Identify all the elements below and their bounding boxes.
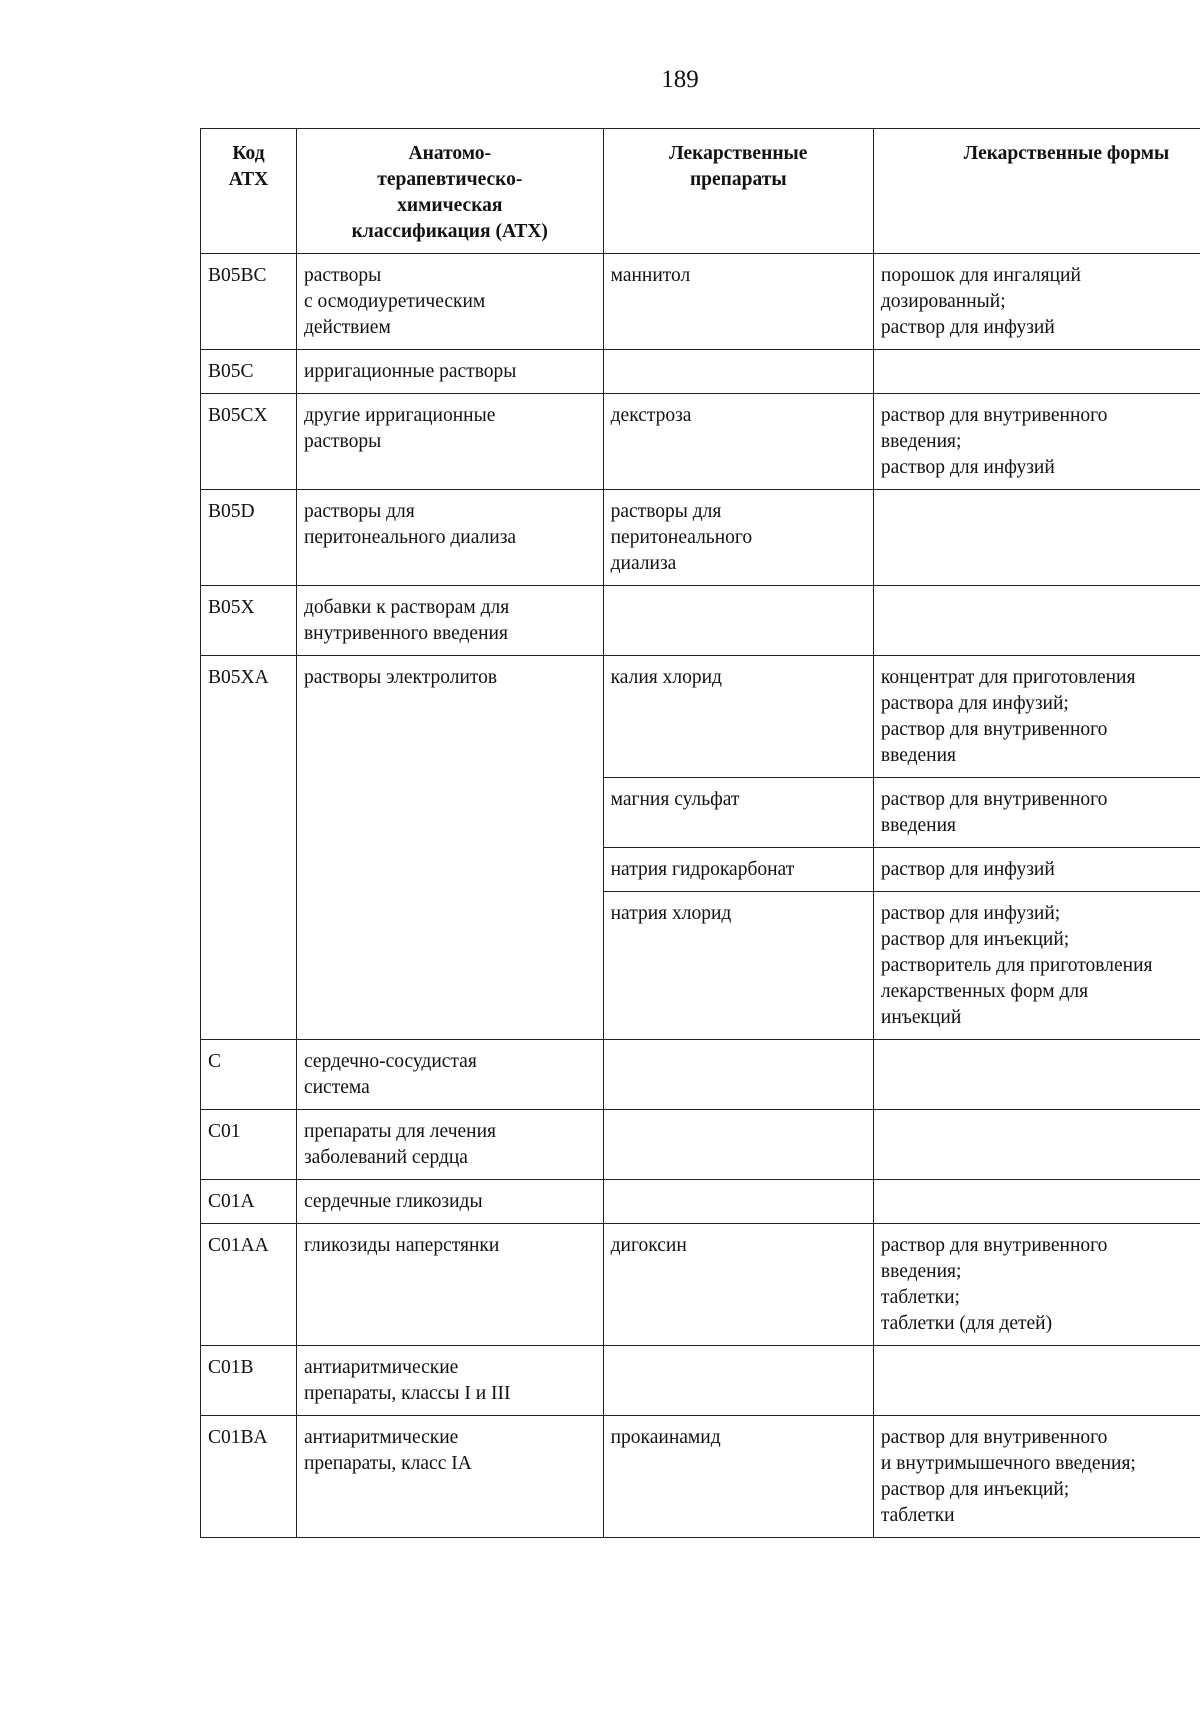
table-row	[201, 586, 1200, 656]
cell-classification: препараты для лечения заболеваний сердца	[296, 1110, 603, 1180]
cell-forms	[873, 1346, 1200, 1416]
cell-drug	[603, 1040, 873, 1110]
header-forms: Лекарственные формы	[873, 129, 1200, 254]
cell-code: C01B	[201, 1346, 297, 1416]
cell-classification: антиаритмические препараты, класс IA	[296, 1416, 603, 1538]
cell-classification: растворы для перитонеального диализа	[296, 490, 603, 586]
cell-code: B05C	[201, 350, 297, 394]
cell-classification: антиаритмические препараты, классы I и III	[296, 1346, 603, 1416]
header-drugs: Лекарственные препараты	[603, 129, 873, 254]
cell-code: C01A	[201, 1180, 297, 1224]
table-row	[201, 1110, 1200, 1180]
table-row	[201, 490, 1200, 586]
table-header-row	[201, 129, 1200, 254]
cell-forms	[873, 1110, 1200, 1180]
cell-drug	[603, 586, 873, 656]
cell-drug: прокаинамид	[603, 1416, 873, 1538]
cell-drug	[603, 1180, 873, 1224]
cell-drug: растворы для перитонеального диализа	[603, 490, 873, 586]
cell-drug: натрия хлорид	[603, 892, 873, 1040]
header-code: Код АТХ	[201, 129, 297, 254]
cell-forms	[873, 1180, 1200, 1224]
table-row	[201, 656, 1200, 778]
cell-forms: раствор для инфузий; раствор для инъекций; растворитель для приготовления лекарственных форм для инъекций	[873, 892, 1200, 1040]
cell-classification: добавки к растворам для внутривенного введения	[296, 586, 603, 656]
cell-code: C01AA	[201, 1224, 297, 1346]
cell-drug: натрия гидрокарбонат	[603, 848, 873, 892]
cell-forms: концентрат для приготовления раствора для инфузий; раствор для внутривенного введения	[873, 656, 1200, 778]
page-number: 189	[661, 66, 699, 93]
cell-drug: маннитол	[603, 254, 873, 350]
cell-forms: раствор для инфузий	[873, 848, 1200, 892]
table-row	[201, 1346, 1200, 1416]
cell-forms: раствор для внутривенного введения; раствор для инфузий	[873, 394, 1200, 490]
cell-code: C01	[201, 1110, 297, 1180]
cell-forms	[873, 1040, 1200, 1110]
cell-forms	[873, 490, 1200, 586]
table-row	[201, 1040, 1200, 1110]
cell-drug	[603, 350, 873, 394]
cell-drug: калия хлорид	[603, 656, 873, 778]
cell-drug: дигоксин	[603, 1224, 873, 1346]
cell-classification: сердечно-сосудистая система	[296, 1040, 603, 1110]
cell-code: B05BC	[201, 254, 297, 350]
cell-drug: магния сульфат	[603, 778, 873, 848]
cell-classification: ирригационные растворы	[296, 350, 603, 394]
cell-forms	[873, 350, 1200, 394]
cell-code: C01BA	[201, 1416, 297, 1538]
cell-forms: раствор для внутривенного введения; таблетки; таблетки (для детей)	[873, 1224, 1200, 1346]
cell-drug	[603, 1346, 873, 1416]
cell-classification: гликозиды наперстянки	[296, 1224, 603, 1346]
cell-code: B05X	[201, 586, 297, 656]
table-row	[201, 1416, 1200, 1538]
cell-code: B05CX	[201, 394, 297, 490]
cell-forms: порошок для ингаляций дозированный; раствор для инфузий	[873, 254, 1200, 350]
table-row	[201, 1224, 1200, 1346]
atx-drug-table	[200, 128, 1200, 1538]
table-row	[201, 1180, 1200, 1224]
cell-drug	[603, 1110, 873, 1180]
table-row	[201, 350, 1200, 394]
header-classification: Анатомо- терапевтическо- химическая классификация (АТХ)	[296, 129, 603, 254]
cell-drug: декстроза	[603, 394, 873, 490]
cell-code: B05D	[201, 490, 297, 586]
cell-forms	[873, 586, 1200, 656]
cell-classification: сердечные гликозиды	[296, 1180, 603, 1224]
cell-classification: другие ирригационные растворы	[296, 394, 603, 490]
table-row	[201, 394, 1200, 490]
cell-classification: растворы электролитов	[296, 656, 603, 1040]
cell-forms: раствор для внутривенного и внутримышечного введения; раствор для инъекций; таблетки	[873, 1416, 1200, 1538]
table-row	[201, 254, 1200, 350]
cell-code: B05XA	[201, 656, 297, 1040]
cell-forms: раствор для внутривенного введения	[873, 778, 1200, 848]
cell-classification: растворы с осмодиуретическим действием	[296, 254, 603, 350]
cell-code: C	[201, 1040, 297, 1110]
